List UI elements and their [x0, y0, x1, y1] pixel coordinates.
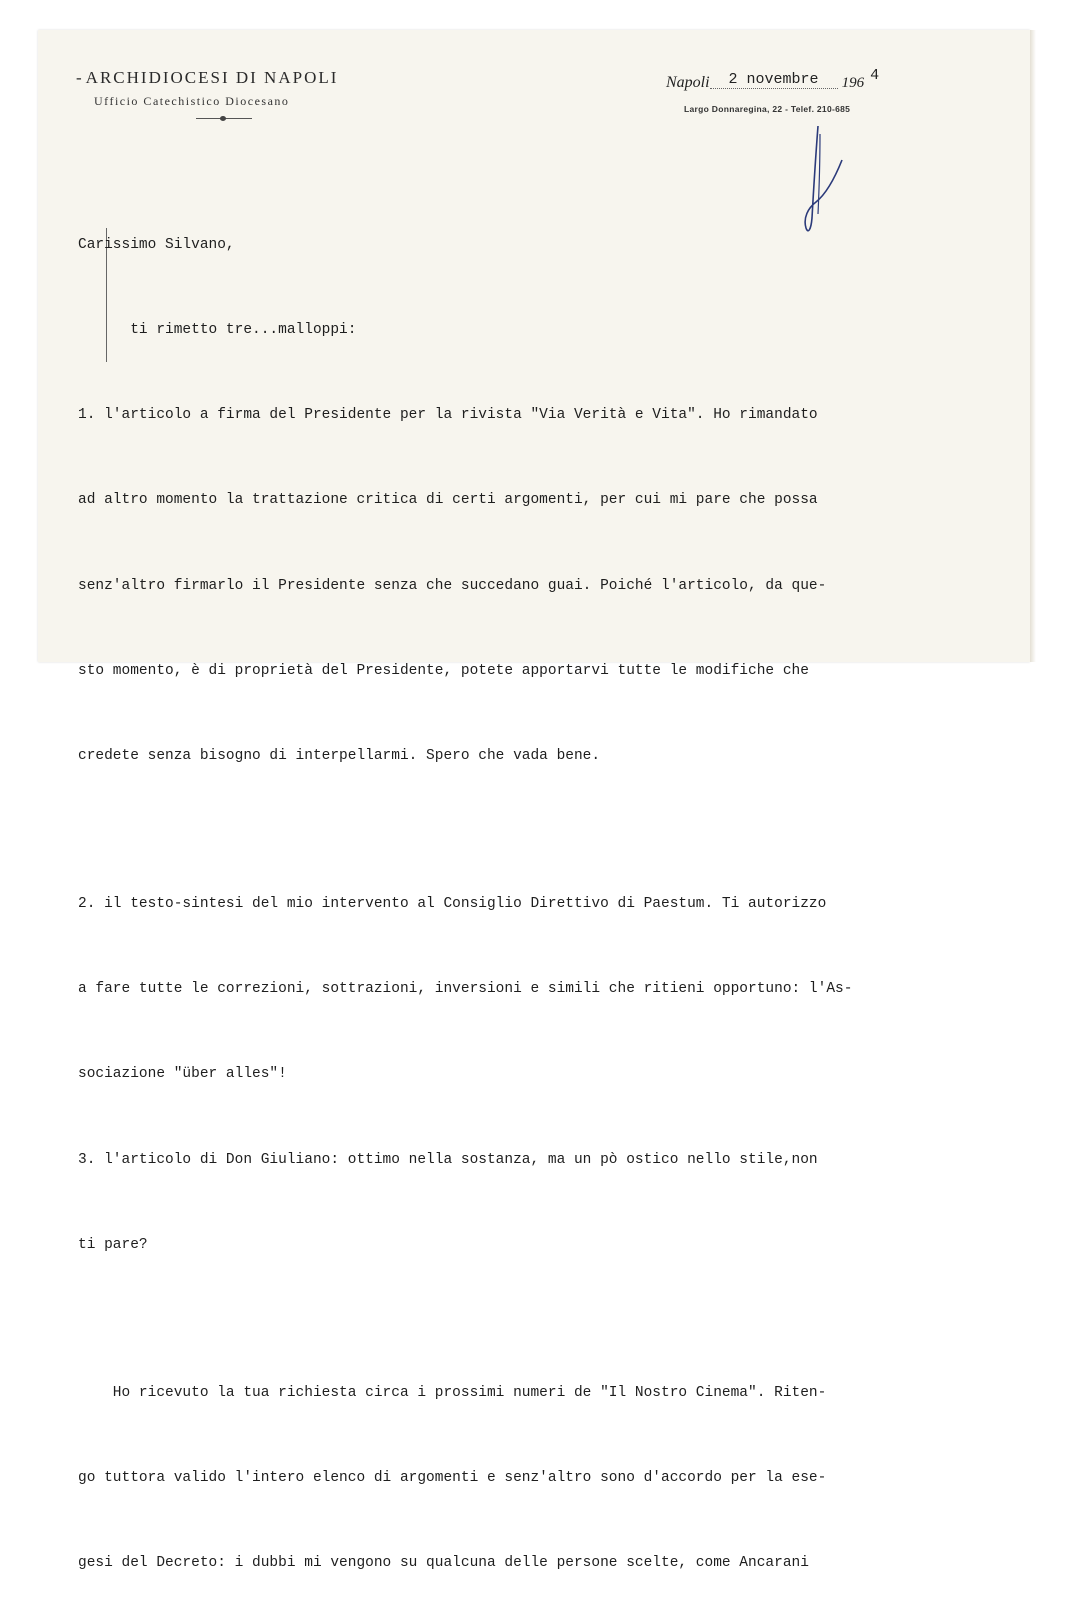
dateline-date: 2 novembre — [710, 71, 838, 89]
dateline-year-prefix: 196 — [841, 75, 865, 91]
body-line: a fare tutte le correzioni, sottrazioni, inversioni e simili che ritieni opportuno: l'As- — [78, 981, 853, 998]
body-line: ti pare? — [78, 1236, 148, 1253]
body-line: 2. il testo-sintesi del mio intervento al Consiglio Direttivo di Paestum. Ti autorizzo — [78, 896, 827, 913]
letterhead-subtitle: Ufficio Catechistico Diocesano — [94, 94, 290, 108]
dateline — [666, 67, 880, 93]
body-line: senz'altro firmarlo il Presidente senza che succedano guai. Poiché l'articolo, da que- — [78, 577, 827, 594]
dateline-year-suffix: 4 — [870, 67, 880, 84]
body-line: sto momento, è di proprietà del Presidente, potete apportarvi tutte le modifiche che — [78, 662, 809, 679]
paragraph-gap — [78, 827, 978, 833]
paragraph-gap — [78, 1316, 978, 1322]
body-line: go tuttora valido l'intero elenco di argomenti e senz'altro sono d'accordo per la ese- — [78, 1470, 827, 1487]
body-line: 3. l'articolo di Don Giuliano: ottimo nella sostanza, ma un pò ostico nello stile,non — [78, 1151, 818, 1168]
letterhead-ornament — [196, 118, 252, 119]
body-line: gesi del Decreto: i dubbi mi vengono su qualcuna delle persone scelte, come Ancarani — [78, 1555, 809, 1572]
body-line: Ho ricevuto la tua richiesta circa i prossimi numeri de "Il Nostro Cinema". Riten- — [78, 1384, 827, 1401]
body-line: 1. l'articolo a firma del Presidente per la rivista "Via Verità e Vita". Ho rimandato — [78, 407, 818, 424]
body-line: credete senza bisogno di interpellarmi. Spero che vada bene. — [78, 748, 601, 765]
letter-body — [78, 174, 978, 1606]
letterhead-title-text: ARCHIDIOCESI DI NAPOLI — [85, 68, 339, 87]
dateline-place: Napoli — [666, 74, 710, 91]
sheet-edge-shadow — [1030, 30, 1036, 662]
letterhead-address: Largo Donnaregina, 22 - Telef. 210-685 — [684, 104, 851, 114]
letterhead-dash: - — [76, 68, 84, 87]
letterhead-title — [76, 68, 338, 88]
body-line: ad altro momento la trattazione critica di certi argomenti, per cui mi pare che possa — [78, 492, 818, 509]
body-line-greeting: Carissimo Silvano, — [78, 236, 235, 253]
body-line: ti rimetto tre...malloppi: — [78, 322, 357, 339]
body-line: sociazione "über alles"! — [78, 1066, 287, 1083]
